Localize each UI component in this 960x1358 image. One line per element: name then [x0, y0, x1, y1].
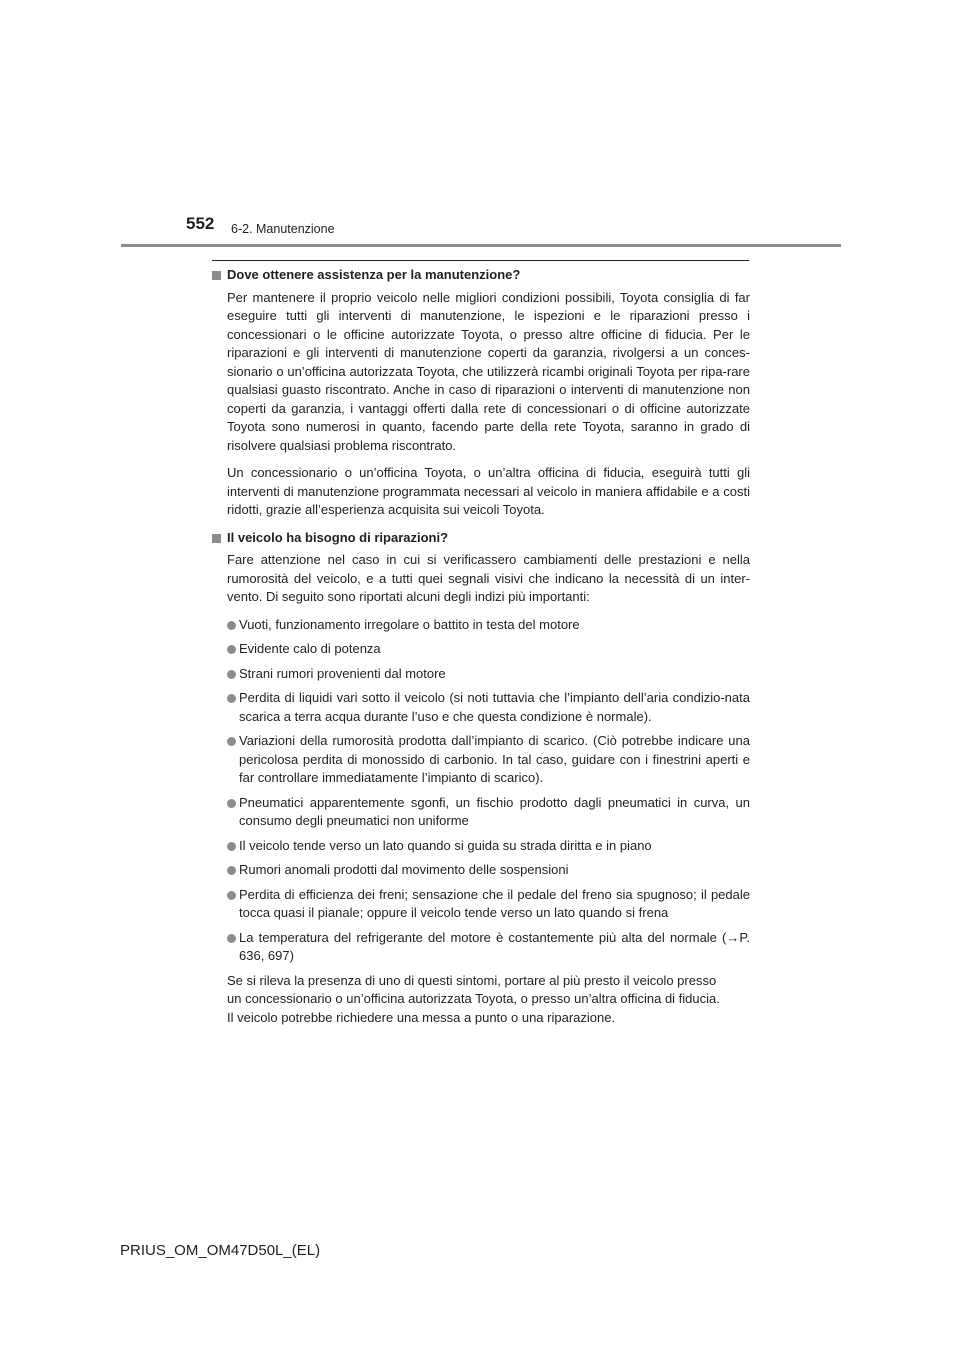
header-rule [121, 244, 841, 247]
list-item-text: Perdita di liquidi vari sotto il veicolo (si noti tuttavia che l’impianto dell’aria condizio-nata scarica a terra acqua durante l’uso e che questa condizione è normale). [239, 690, 750, 724]
list-item-text: Perdita di efficienza dei freni; sensazione che il pedale del freno sia spugnoso; il pedale tocca quasi il pianale; oppure il veicolo tende verso un lato quando si frena [239, 886, 750, 920]
list-item [227, 616, 750, 635]
circle-bullet-icon [227, 891, 236, 900]
paragraph: Per mantenere il proprio veicolo nelle migliori condizioni possibili, Toyota consiglia di far eseguire tutti gli interventi di manutenzione, le ispezioni e le riparazioni presso i concessionari o le officine autorizzate Toyota, o presso altre officine di fiducia. Per le riparazioni e gli interventi di manutenzione coperti da garanzia, rivolgersi a un conces-sionario o un’officina autorizzata Toyota, che utilizzerà ricambi originali Toyota per ripa-rare qualsiasi guasto riscontrato. Anche in caso di riparazioni o interventi di manutenzione non coperti da garanzia, i vantaggi offerti dalla rete di concessionari o di officine autorizzate Toyota sono numerosi in quanto, facendo parte della rete Toyota, saranno in grado di risolvere qualsiasi problema riscontrato. [227, 289, 750, 453]
list-item-text: Il veicolo tende verso un lato quando si guida su strada diritta e in piano [239, 837, 652, 853]
heading-text: Dove ottenere assistenza per la manutenzione? [227, 267, 521, 282]
list-item-text: Rumori anomali prodotti dal movimento delle sospensioni [239, 862, 569, 877]
square-bullet-icon [212, 271, 221, 280]
list-item [227, 640, 750, 659]
circle-bullet-icon [227, 694, 236, 703]
closing-line: Se si rileva la presenza di uno di questi sintomi, portare al più presto il veicolo presso [227, 972, 717, 988]
list-item [227, 837, 750, 856]
list-item [227, 886, 750, 923]
circle-bullet-icon [227, 799, 236, 808]
paragraph: Fare attenzione nel caso in cui si verificassero cambiamenti delle prestazioni e nella rumorosità del veicolo, e a tutti quei segnali visivi che indicano la necessità di un inter-vento. Di seguito sono riportati alcuni degli indizi più importanti: [227, 552, 750, 604]
section-heading [212, 266, 750, 285]
content-rule [212, 260, 749, 261]
document-code-footer: PRIUS_OM_OM47D50L_(EL) [120, 1242, 321, 1259]
circle-bullet-icon [227, 670, 236, 679]
list-item [227, 732, 750, 788]
symptom-list [212, 616, 750, 966]
list-item-text: Strani rumori provenienti dal motore [239, 665, 446, 681]
page-content [212, 266, 750, 1027]
list-item [227, 665, 750, 684]
circle-bullet-icon [227, 737, 236, 746]
closing-line: Il veicolo potrebbe richiedere una messa a punto o una riparazione. [227, 1009, 616, 1025]
circle-bullet-icon [227, 621, 236, 630]
closing-paragraph [227, 972, 750, 1028]
list-item [227, 929, 750, 966]
circle-bullet-icon [227, 866, 236, 875]
heading-text: Il veicolo ha bisogno di riparazioni? [227, 529, 449, 545]
section-heading [212, 529, 750, 548]
list-item [227, 861, 750, 880]
page-number: 552 [186, 214, 215, 233]
list-item-text: La temperatura del refrigerante del motore è costantemente più alta del normale (→P. 636, 697) [239, 929, 750, 963]
list-item-text: Variazioni della rumorosità prodotta dall’impianto di scarico. (Ciò potrebbe indicare una pericolosa perdita di monossido di carbonio. In tal caso, guidare con i finestrini aperti e far controllare immediatamente l’impianto di scarico). [239, 733, 750, 785]
closing-line: un concessionario o un’officina autorizzata Toyota, o presso un’altra officina di fiducia. [227, 991, 720, 1006]
circle-bullet-icon [227, 934, 236, 943]
section-title: 6-2. Manutenzione [231, 222, 335, 236]
circle-bullet-icon [227, 842, 236, 851]
paragraph: Un concessionario o un’officina Toyota, o un’altra officina di fiducia, eseguirà tutti gli interventi di manutenzione programmata necessari al veicolo in maniera affidabile e a costi ridotti, grazie all’esperienza acquisita sui veicoli Toyota. [227, 465, 750, 517]
list-item [227, 794, 750, 831]
circle-bullet-icon [227, 645, 236, 654]
square-bullet-icon [212, 534, 221, 543]
list-item-text: Vuoti, funzionamento irregolare o battito in testa del motore [239, 616, 580, 632]
list-item-text: Evidente calo di potenza [239, 641, 381, 656]
list-item-text: Pneumatici apparentemente sgonfi, un fischio prodotto dagli pneumatici in curva, un consumo degli pneumatici non uniforme [239, 794, 750, 828]
list-item [227, 689, 750, 726]
